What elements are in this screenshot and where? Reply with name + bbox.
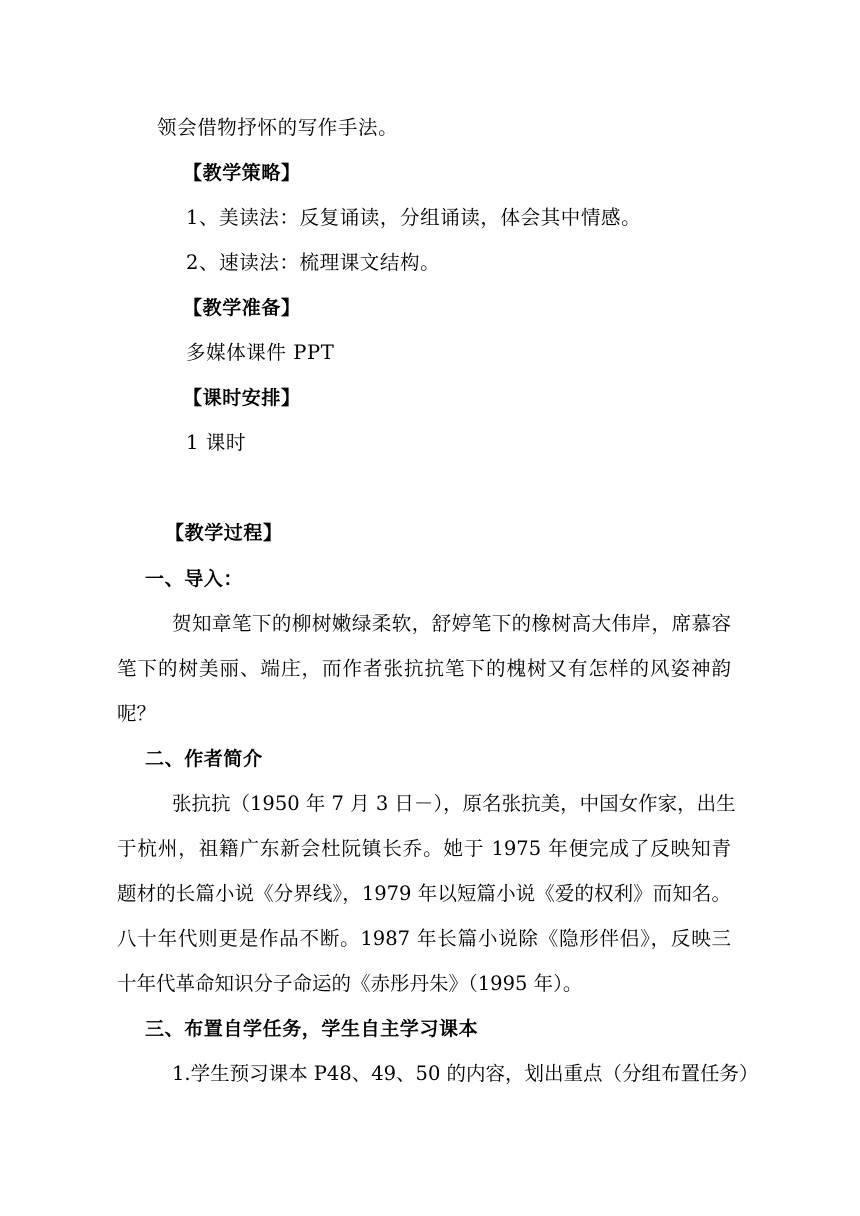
section-2-line-2: 于杭州，祖籍广东新会杜阮镇长乔。她于 1975 年便完成了反映知青: [117, 837, 731, 860]
section-1-title: 一、导入：: [145, 568, 244, 590]
section-2-line-5: 十年代革命知识分子命运的《赤彤丹朱》（1995 年）。: [117, 972, 583, 995]
section-2-line-3: 题材的长篇小说《分界线》，1979 年以短篇小说《爱的权利》而知名。: [117, 882, 731, 905]
strategy-item-1: 1、美读法：反复诵读，分组诵读，体会其中情感。: [186, 206, 642, 229]
section-3-title: 三、布置自学任务，学生自主学习课本: [145, 1018, 479, 1040]
preparation-content: 多媒体课件 PPT: [186, 341, 335, 364]
section-1-line-2: 笔下的树美丽、端庄，而作者张抗抗笔下的槐树又有怎样的风姿神韵: [117, 657, 731, 680]
schedule-content: 1 课时: [186, 431, 247, 454]
section-2-title: 二、作者简介: [145, 748, 263, 770]
section-2-line-4: 八十年代则更是作品不断。1987 年长篇小说除《隐形伴侣》，反映三: [117, 927, 731, 950]
intro-text: 领会借物抒怀的写作手法。: [157, 116, 399, 139]
section-1-line-3: 呢？: [117, 702, 157, 725]
strategy-heading: 【教学策略】: [183, 162, 301, 184]
schedule-heading: 【课时安排】: [183, 387, 301, 409]
section-2-line-1: 张抗抗（1950 年 7 月 3 日－），原名张抗美，中国女作家，出生: [172, 792, 736, 815]
preparation-heading: 【教学准备】: [183, 297, 301, 319]
process-heading: 【教学过程】: [165, 522, 283, 544]
section-3-item-1: 1.学生预习课本 P48、49、50 的内容，划出重点（分组布置任务）: [172, 1062, 759, 1085]
strategy-item-2: 2、速读法：梳理课文结构。: [186, 251, 441, 274]
section-1-line-1: 贺知章笔下的柳树嫩绿柔软，舒婷笔下的橡树高大伟岸，席慕容: [172, 612, 731, 635]
